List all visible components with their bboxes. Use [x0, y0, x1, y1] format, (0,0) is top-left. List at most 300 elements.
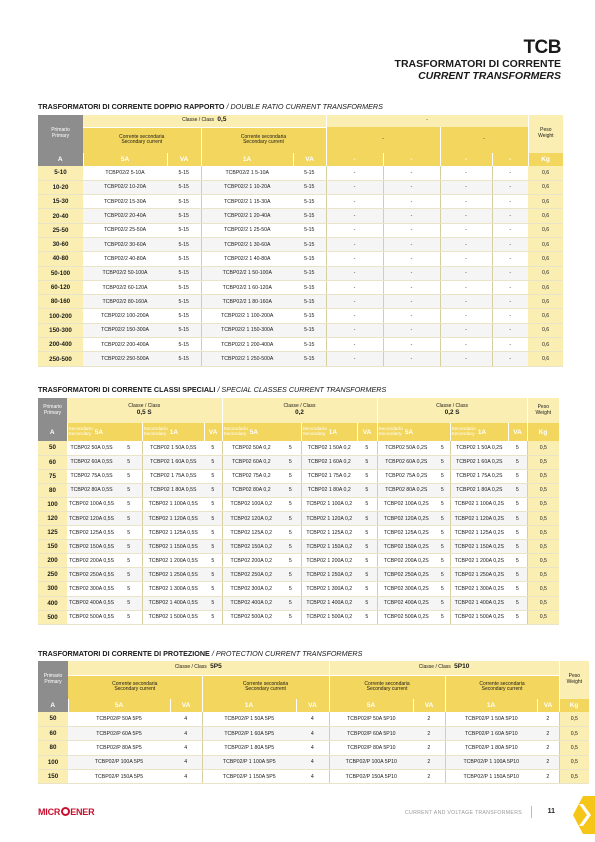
table-cell: 5-15: [293, 180, 326, 194]
table-cell: TCBP02 500A 0,5S: [67, 610, 116, 624]
table-cell: -: [440, 252, 492, 266]
unit-5a: 5A: [94, 428, 104, 436]
table-cell: TCBP02 1 400A 0,2: [301, 596, 357, 610]
table-cell: TCBP02 50A 0,2: [222, 441, 280, 455]
table-cell: TCBP02 1 125A 0,2: [301, 526, 357, 540]
table-cell: TCBP02/2 100-200A: [83, 309, 167, 323]
class-label: Classe / Class: [128, 403, 161, 410]
weight-cell: 0,6: [528, 209, 563, 223]
table-cell: 5-15: [293, 309, 326, 323]
table-cell: TCBP02/P 100A 5P5: [68, 755, 170, 769]
table-cell: 5: [508, 568, 527, 582]
table-cell: -: [383, 266, 440, 280]
table-cell: 5: [435, 511, 450, 525]
table-cell: 5: [280, 497, 301, 511]
special-classes-table: [38, 398, 560, 625]
table-cell: 5: [357, 540, 377, 554]
weight-cell: 0,6: [528, 352, 563, 366]
table-cell: -: [326, 309, 383, 323]
table-cell: TCBP02 1 80A 0,5S: [142, 483, 204, 497]
primary-header: [38, 661, 68, 699]
table-cell: 5-15: [293, 237, 326, 251]
table-cell: -: [492, 266, 528, 280]
table-row: [38, 252, 563, 266]
table-row: [38, 180, 563, 194]
table-cell: TCBP02 250A 0,5S: [67, 568, 116, 582]
table-cell: TCBP02/P 1 50A 5P5: [202, 712, 296, 726]
primary-cell: 40-80: [38, 252, 83, 266]
table-cell: 5: [508, 596, 527, 610]
unit-dash: -: [440, 153, 492, 166]
sec-en: Secondary: [68, 432, 92, 437]
table-cell: TCBP02/P 80A 5P10: [329, 741, 413, 755]
table-cell: TCBP02 125A 0,2: [222, 526, 280, 540]
table-cell: 2: [413, 755, 445, 769]
sec-it: Corrente secondaria: [119, 133, 165, 140]
table-cell: 5: [435, 497, 450, 511]
weight-cell: 0,5: [527, 540, 559, 554]
primary-en: Primary: [44, 679, 62, 685]
table1-body: [38, 166, 563, 366]
table-cell: TCBP02 1 100A 0,2S: [450, 497, 508, 511]
table-cell: -: [383, 223, 440, 237]
sec-it: Secondario: [143, 426, 168, 432]
table-cell: TCBP02 150A 0,2: [222, 540, 280, 554]
table-cell: 5: [280, 596, 301, 610]
table2-title-en: / SPECIAL CLASSES CURRENT TRANSFORMERS: [217, 385, 387, 394]
table-row: [38, 770, 589, 784]
table-cell: TCBP02/P 150A 5P10: [329, 770, 413, 784]
table-cell: 5: [435, 455, 450, 469]
table-cell: -: [492, 309, 528, 323]
table-cell: TCBP02 1 50A 0,5S: [142, 441, 204, 455]
table-row: [38, 483, 559, 497]
table-cell: 5: [280, 483, 301, 497]
table-cell: 5: [204, 497, 222, 511]
table2-body: [38, 441, 559, 624]
table-cell: 5: [357, 483, 377, 497]
table-cell: TCBP02 250A 0,2S: [377, 568, 435, 582]
unit-va: VA: [413, 699, 445, 712]
table-cell: 5: [508, 540, 527, 554]
weight-en: Weight: [538, 133, 554, 139]
table-cell: 5: [280, 469, 301, 483]
table-cell: 5: [508, 483, 527, 497]
table-cell: 5: [435, 540, 450, 554]
primary-cell: 15-30: [38, 195, 83, 209]
unit-kg: Kg: [527, 423, 559, 441]
table-cell: -: [440, 237, 492, 251]
table-cell: TCBP02 80A 0,2S: [377, 483, 435, 497]
weight-cell: 0,5: [527, 582, 559, 596]
table-cell: 5-15: [167, 223, 201, 237]
class-02-header: [222, 398, 377, 423]
table-row: [38, 209, 563, 223]
table-cell: -: [440, 266, 492, 280]
sec-en: Secondary: [143, 432, 167, 437]
units-row: [38, 153, 563, 166]
dash: -: [483, 136, 485, 143]
sec-en: Secondary current: [121, 139, 163, 146]
table-cell: TCBP02/2 1 25-50A: [201, 223, 293, 237]
table-cell: 5-15: [293, 195, 326, 209]
table-cell: TCBP02 120A 0,5S: [67, 511, 116, 525]
class-02s-header: [377, 398, 527, 423]
table-cell: TCBP02/P 1 50A 5P10: [445, 712, 537, 726]
class-value: 0,5: [217, 116, 227, 124]
primary-cell: 80: [38, 483, 67, 497]
table-cell: -: [383, 237, 440, 251]
table-cell: 5: [357, 455, 377, 469]
table-cell: TCBP02 400A 0,2S: [377, 596, 435, 610]
units-row: [38, 423, 559, 441]
primary-cell: 80-160: [38, 295, 83, 309]
table-cell: TCBP02/P 1 60A 5P10: [445, 726, 537, 740]
class-label: Classe / Class: [436, 403, 469, 410]
table-cell: 4: [296, 741, 329, 755]
class-value: 0,2: [295, 409, 304, 416]
table-cell: 5: [280, 511, 301, 525]
table-cell: TCBP02 1 60A 0,5S: [142, 455, 204, 469]
table-cell: 5: [204, 455, 222, 469]
unit-5a: 5A: [68, 699, 170, 712]
table-row: [38, 352, 563, 366]
table-cell: -: [492, 323, 528, 337]
table-cell: TCBP02 1 100A 0,2: [301, 497, 357, 511]
table-cell: -: [326, 295, 383, 309]
secondary-header: [329, 675, 445, 699]
table1-title-it: TRASFORMATORI DI CORRENTE DOPPIO RAPPORTO: [38, 102, 225, 111]
table-cell: TCBP02/2 1 20-40A: [201, 209, 293, 223]
table-cell: 5-15: [293, 338, 326, 352]
title-en: CURRENT TRANSFORMERS: [418, 70, 561, 82]
table3-body: [38, 712, 589, 784]
table-cell: TCBP02 80A 0,2: [222, 483, 280, 497]
table-row: [38, 323, 563, 337]
unit-va: VA: [357, 423, 377, 441]
table-cell: -: [440, 209, 492, 223]
table-cell: TCBP02/2 150-300A: [83, 323, 167, 337]
weight-header: [527, 398, 559, 423]
table-cell: TCBP02/2 1 150-300A: [201, 323, 293, 337]
table-cell: 2: [413, 741, 445, 755]
table-cell: 5: [435, 554, 450, 568]
table-cell: 5: [116, 526, 142, 540]
table-cell: TCBP02 300A 0,2: [222, 582, 280, 596]
table-cell: 5: [116, 540, 142, 554]
table-cell: 5: [357, 526, 377, 540]
weight-cell: 0,5: [559, 741, 589, 755]
table-cell: TCBP02/2 1 50-100A: [201, 266, 293, 280]
table-cell: 4: [296, 712, 329, 726]
table-cell: 5: [357, 610, 377, 624]
table-cell: 5: [116, 610, 142, 624]
table-cell: 5: [508, 582, 527, 596]
table3-title-en: / PROTECTION CURRENT TRANSFORMERS: [211, 649, 363, 658]
page-header: [395, 38, 561, 82]
table-cell: 5: [116, 441, 142, 455]
table-cell: TCBP02 1 150A 0,5S: [142, 540, 204, 554]
class-label: Classe / Class: [418, 664, 451, 671]
table-cell: -: [440, 280, 492, 294]
table-cell: TCBP02 1 200A 0,5S: [142, 554, 204, 568]
table-cell: 5-15: [167, 166, 201, 180]
table-cell: 5: [116, 596, 142, 610]
table-cell: TCBP02/P 1 150A 5P10: [445, 770, 537, 784]
primary-en: Primary: [51, 133, 70, 139]
table-cell: -: [326, 352, 383, 366]
weight-en: Weight: [566, 679, 583, 685]
table-cell: TCBP02/2 20-40A: [83, 209, 167, 223]
unit-a: A: [38, 423, 67, 441]
table-cell: 5-15: [293, 209, 326, 223]
unit-va: VA: [167, 153, 201, 166]
table-cell: -: [326, 209, 383, 223]
primary-cell: 60: [38, 455, 67, 469]
table-row: [38, 195, 563, 209]
table-cell: TCBP02 300A 0,5S: [67, 582, 116, 596]
table-row: [38, 554, 559, 568]
table-cell: TCBP02/2 1 5-10A: [201, 166, 293, 180]
table-cell: TCBP02/P 1 100A 5P5: [202, 755, 296, 769]
table3-title: [38, 649, 362, 658]
table-cell: TCBP02/P 50A 5P10: [329, 712, 413, 726]
primary-cell: 150: [38, 770, 68, 784]
table-cell: 5-15: [293, 280, 326, 294]
table-cell: TCBP02/2 1 100-200A: [201, 309, 293, 323]
table-row: [38, 469, 559, 483]
table-cell: -: [440, 166, 492, 180]
table-cell: -: [326, 237, 383, 251]
weight-it: Peso: [537, 403, 549, 410]
weight-cell: 0,5: [559, 726, 589, 740]
table-cell: TCBP02/P 80A 5P5: [68, 741, 170, 755]
primary-cell: 120: [38, 511, 67, 525]
class-value: 5P5: [210, 663, 222, 671]
table-cell: 5: [435, 582, 450, 596]
weight-cell: 0,5: [527, 554, 559, 568]
table-cell: TCBP02 1 150A 0,2: [301, 540, 357, 554]
table-cell: -: [383, 195, 440, 209]
table-cell: TCBP02/P 50A 5P5: [68, 712, 170, 726]
primary-cell: 100: [38, 497, 67, 511]
microener-logo: [38, 807, 94, 817]
table-cell: -: [383, 280, 440, 294]
table-cell: 5: [357, 596, 377, 610]
table-cell: 5: [508, 455, 527, 469]
table-cell: TCBP02 500A 0,2S: [377, 610, 435, 624]
table-cell: 5: [508, 469, 527, 483]
table-cell: 5: [204, 483, 222, 497]
table-cell: 5-15: [293, 266, 326, 280]
table-cell: 4: [170, 741, 202, 755]
sec-1a-02: [301, 423, 357, 441]
table-cell: TCBP02 1 250A 0,2S: [450, 568, 508, 582]
table-cell: -: [440, 195, 492, 209]
chevron-icon: [569, 796, 595, 834]
table-cell: 5: [280, 455, 301, 469]
table-cell: 2: [413, 770, 445, 784]
unit-va: VA: [296, 699, 329, 712]
primary-cell: 100-200: [38, 309, 83, 323]
table-cell: 5: [280, 441, 301, 455]
table-row: [38, 295, 563, 309]
table-cell: 5: [116, 497, 142, 511]
table-cell: TCBP02 60A 0,2: [222, 455, 280, 469]
table-cell: TCBP02 125A 0,5S: [67, 526, 116, 540]
table-cell: TCBP02/2 15-30A: [83, 195, 167, 209]
table-cell: 5: [435, 526, 450, 540]
primary-cell: 300: [38, 582, 67, 596]
sec-en: Secondary current: [366, 686, 408, 693]
sec-en: Secondary: [302, 432, 326, 437]
primary-cell: 30-60: [38, 237, 83, 251]
primary-cell: 400: [38, 596, 67, 610]
table-cell: TCBP02 1 400A 0,2S: [450, 596, 508, 610]
table-cell: 5: [508, 441, 527, 455]
table-cell: 5: [357, 568, 377, 582]
weight-cell: 0,5: [559, 712, 589, 726]
table-cell: TCBP02 1 75A 0,2S: [450, 469, 508, 483]
table-cell: 2: [413, 726, 445, 740]
unit-va: VA: [508, 423, 527, 441]
primary-cell: 500: [38, 610, 67, 624]
class-header: [83, 115, 326, 127]
primary-cell: 25-50: [38, 223, 83, 237]
table-cell: TCBP02 125A 0,2S: [377, 526, 435, 540]
table-cell: 4: [296, 755, 329, 769]
table-cell: 5: [280, 582, 301, 596]
class-value: 5P10: [454, 663, 470, 671]
table-cell: 5: [280, 540, 301, 554]
sec-en: Secondary: [378, 432, 402, 437]
unit-1a: 1A: [202, 699, 296, 712]
table-cell: 4: [296, 770, 329, 784]
table-cell: 5: [204, 610, 222, 624]
table-cell: TCBP02 100A 0,5S: [67, 497, 116, 511]
sec-it: Corrente secondaria: [242, 680, 289, 687]
logo-text-right: ENER: [70, 807, 95, 817]
weight-cell: 0,5: [559, 755, 589, 769]
weight-cell: 0,6: [528, 323, 563, 337]
table-cell: 2: [537, 770, 559, 784]
table-cell: 4: [170, 726, 202, 740]
table-cell: 2: [537, 741, 559, 755]
table-cell: 5: [204, 540, 222, 554]
table-cell: 5-15: [293, 166, 326, 180]
primary-cell: 200-400: [38, 338, 83, 352]
double-ratio-table: [38, 115, 564, 367]
table-row: [38, 582, 559, 596]
table-cell: TCBP02 250A 0,2: [222, 568, 280, 582]
sec-en: Secondary current: [481, 686, 523, 693]
empty-class-header: [326, 115, 528, 127]
table-cell: 4: [296, 726, 329, 740]
table-cell: 5: [435, 483, 450, 497]
table-cell: TCBP02/2 1 30-60A: [201, 237, 293, 251]
table-cell: TCBP02/P 150A 5P5: [68, 770, 170, 784]
primary-cell: 5-10: [38, 166, 83, 180]
sec-it: Corrente secondaria: [112, 680, 158, 687]
table-cell: 5: [204, 441, 222, 455]
table-cell: 5: [357, 497, 377, 511]
table-cell: TCBP02 150A 0,2S: [377, 540, 435, 554]
table-cell: 5: [204, 554, 222, 568]
table-row: [38, 596, 559, 610]
primary-cell: 200: [38, 554, 67, 568]
table-cell: 5-15: [167, 280, 201, 294]
sec-it: Corrente secondaria: [240, 133, 287, 140]
table-cell: TCBP02/2 50-100A: [83, 266, 167, 280]
primary-cell: 50: [38, 712, 68, 726]
table-cell: 5: [116, 455, 142, 469]
unit-1a: 1A: [328, 428, 338, 436]
table-cell: TCBP02/P 100A 5P10: [329, 755, 413, 769]
table-cell: TCBP02 1 300A 0,5S: [142, 582, 204, 596]
table-cell: -: [326, 166, 383, 180]
table-cell: TCBP02 60A 0,2S: [377, 455, 435, 469]
unit-va: VA: [170, 699, 202, 712]
table-cell: TCBP02 60A 0,5S: [67, 455, 116, 469]
table-row: [38, 266, 563, 280]
table-cell: TCBP02 1 100A 0,5S: [142, 497, 204, 511]
table-row: [38, 455, 559, 469]
weight-cell: 0,5: [527, 568, 559, 582]
sec-en: Secondary current: [245, 686, 286, 693]
table-cell: TCBP02/2 1 250-500A: [201, 352, 293, 366]
table-cell: 5-15: [167, 338, 201, 352]
table-cell: -: [492, 295, 528, 309]
table-row: [38, 166, 563, 180]
table-cell: TCBP02 1 200A 0,2: [301, 554, 357, 568]
table-cell: -: [326, 223, 383, 237]
table-cell: -: [492, 352, 528, 366]
sec-it: Secondario: [451, 426, 476, 432]
primary-cell: 60-120: [38, 280, 83, 294]
table-row: [38, 309, 563, 323]
weight-cell: 0,5: [527, 610, 559, 624]
table-cell: TCBP02 50A 0,5S: [67, 441, 116, 455]
table-cell: TCBP02 1 500A 0,2: [301, 610, 357, 624]
primary-en: Primary: [43, 409, 62, 416]
table-cell: TCBP02/P 1 60A 5P5: [202, 726, 296, 740]
table-row: [38, 511, 559, 525]
sec-en: Secondary: [223, 432, 247, 437]
table-cell: 5: [280, 526, 301, 540]
table-cell: 4: [170, 770, 202, 784]
table-cell: 5-15: [167, 195, 201, 209]
primary-cell: 60: [38, 726, 68, 740]
unit-a: A: [38, 153, 83, 166]
table1-title: [38, 102, 383, 111]
table-row: [38, 741, 589, 755]
table-cell: 5: [435, 568, 450, 582]
table-cell: 5-15: [293, 323, 326, 337]
class-value: 0,2 S: [444, 409, 460, 416]
dash: -: [382, 136, 384, 143]
weight-it: Peso: [568, 673, 581, 680]
table2-title-it: TRASFORMATORI DI CORRENTE CLASSI SPECIALI: [38, 385, 216, 394]
table-cell: 5-15: [167, 209, 201, 223]
table-cell: 5-15: [293, 223, 326, 237]
table-cell: TCBP02 75A 0,2: [222, 469, 280, 483]
table-cell: TCBP02 200A 0,2: [222, 554, 280, 568]
title-it: TRASFORMATORI DI CORRENTE: [394, 58, 561, 70]
table-cell: -: [326, 195, 383, 209]
table-cell: TCBP02 1 75A 0,5S: [142, 469, 204, 483]
primary-cell: 150-300: [38, 323, 83, 337]
sec-en: Secondary: [451, 432, 475, 437]
